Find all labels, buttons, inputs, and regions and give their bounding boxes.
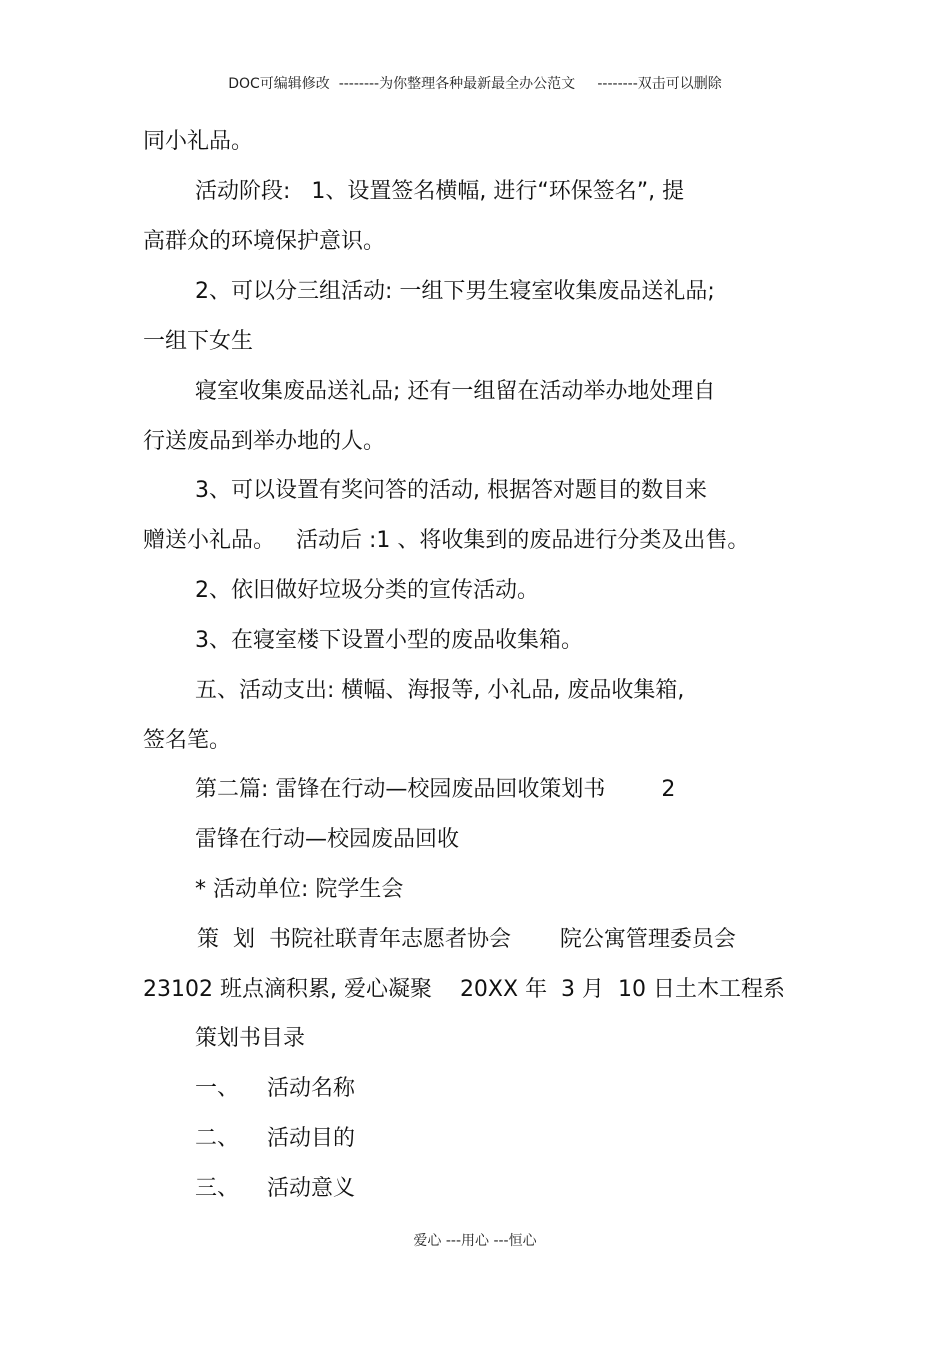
body-line: 雷锋在行动—校园废品回收 <box>195 827 460 852</box>
body-line: 寝室收集废品送礼品; 还有一组留在活动举办地处理自 <box>195 379 716 404</box>
section-heading: 第二篇: 雷锋在行动—校园废品回收策划书 2 <box>195 777 676 802</box>
body-line: 同小礼品。 <box>143 129 254 154</box>
toc-item: 二、 活动目的 <box>195 1126 355 1151</box>
body-line: 策 划 书院社联青年志愿者协会 院公寓管理委员会 <box>190 927 736 952</box>
body-line: 一组下女生 <box>143 329 254 354</box>
body-line: 2、可以分三组活动: 一组下男生寝室收集废品送礼品; <box>195 279 715 304</box>
toc-title: 策划书目录 <box>195 1026 306 1051</box>
toc-item: 三、 活动意义 <box>195 1176 355 1201</box>
body-line: 3、在寝室楼下设置小型的废品收集箱。 <box>195 628 583 653</box>
toc-item: 一、 活动名称 <box>195 1076 355 1101</box>
page-header: DOC可编辑修改 --------为你整理各种最新最全办公范文 --------双击可以删除 <box>228 76 722 92</box>
body-line: 活动阶段: 1、设置签名横幅, 进行“环保签名”, 提 <box>195 179 685 204</box>
body-line: 签名笔。 <box>143 728 232 753</box>
body-line: 赠送小礼品。 活动后 :1 、将收集到的废品进行分类及出售。 <box>143 528 750 553</box>
body-line: 23102 班点滴积累, 爱心凝聚 20XX 年 3 月 10 日土木工程系 <box>143 977 786 1002</box>
body-line: 3、可以设置有奖问答的活动, 根据答对题目的数目来 <box>195 478 707 503</box>
body-line: 行送废品到举办地的人。 <box>143 429 386 454</box>
body-line: 五、活动支出: 横幅、海报等, 小礼品, 废品收集箱, <box>195 678 685 703</box>
body-line: * 活动单位: 院学生会 <box>195 877 404 902</box>
page-footer: 爱心 ---用心 ---恒心 <box>413 1233 537 1249</box>
body-line: 2、依旧做好垃圾分类的宣传活动。 <box>195 578 539 603</box>
body-line: 高群众的环境保护意识。 <box>143 229 386 254</box>
